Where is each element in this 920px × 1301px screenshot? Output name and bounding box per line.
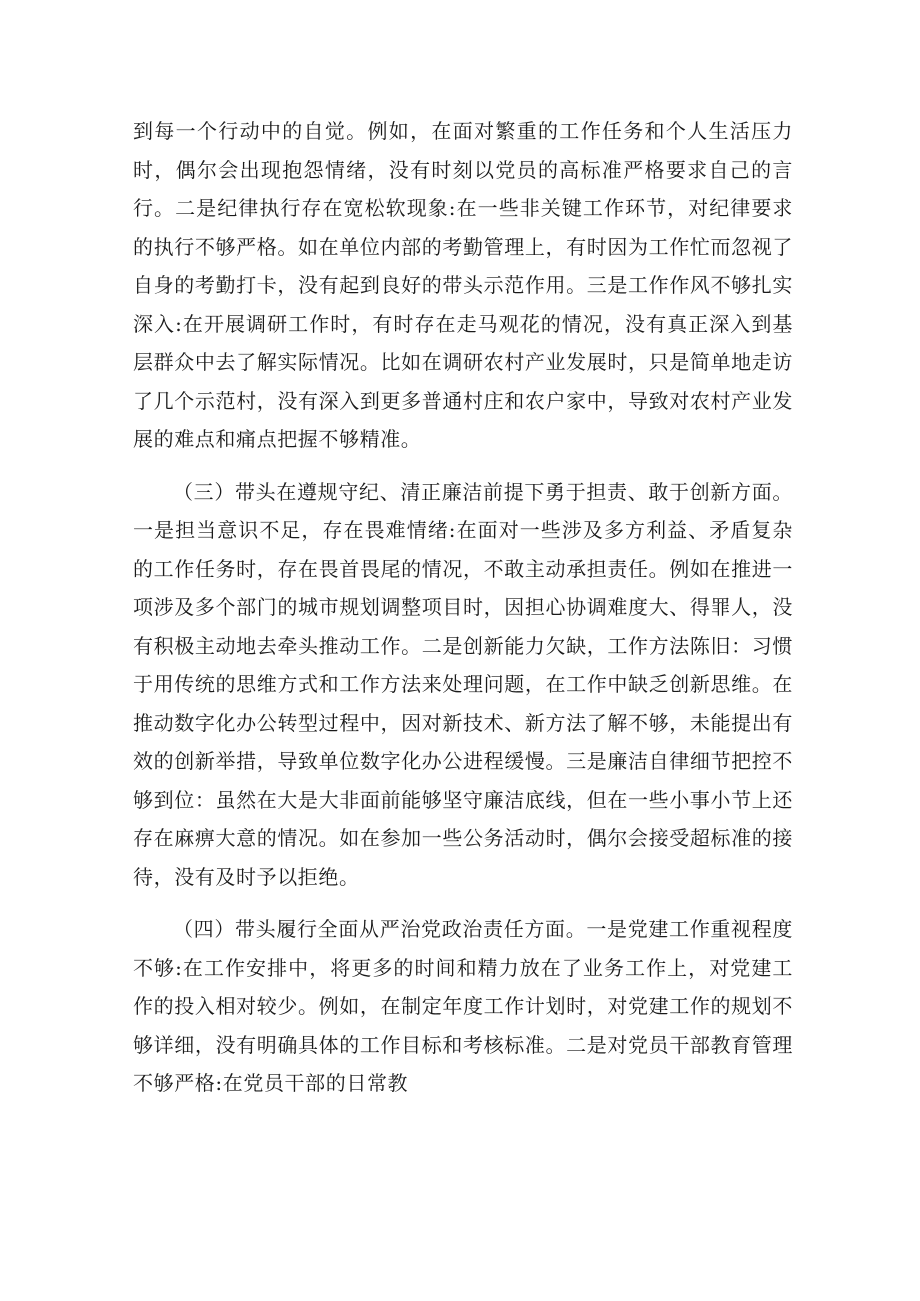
paragraph-continuation: 到每一个行动中的自觉。例如，在面对繁重的工作任务和个人生活压力时，偶尔会出现抱怨情绪，没有时刻以党员的高标准严格要求自己的言行。二是纪律执行存在宽松软现象:在一些非关键工作环节，对纪律要求的执行不够严格。如在单位内部的考勤管理上，有时因为工作忙而忽视了自身的考勤打卡，没有起到良好的带头示范作用。三是工作作风不够扎实深入:在开展调研工作时，有时存在走马观花的情况，没有真正深入到基层群众中去了解实际情况。比如在调研农村产业发展时，只是简单地走访了几个示范村，没有深入到更多普通村庄和农户家中，导致对农村产业发展的难点和痛点把握不够精准。 (133, 119, 794, 451)
document-body (133, 112, 793, 1103)
paragraph-section-four: （四）带头履行全面从严治党政治责任方面。一是党建工作重视程度不够:在工作安排中，将更多的时间和精力放在了业务工作上，对党建工作的投入相对较少。例如，在制定年度工作计划时，对党建工作的规划不够详细，没有明确具体的工作目标和考核标准。二是对党员干部教育管理不够严格:在党员干部的日常教 (133, 917, 794, 1095)
paragraph-section-three: （三）带头在遵规守纪、清正廉洁前提下勇于担责、敢于创新方面。一是担当意识不足，存在畏难情绪:在面对一些涉及多方利益、矛盾复杂的工作任务时，存在畏首畏尾的情况，不敢主动承担责任。例如在推进一项涉及多个部门的城市规划调整项目时，因担心协调难度大、得罪人，没有积极主动地去牵头推动工作。二是创新能力欠缺，工作方法陈旧：习惯于用传统的思维方式和工作方法来处理问题，在工作中缺乏创新思维。在推动数字化办公转型过程中，因对新技术、新方法了解不够，未能提出有效的创新举措，导致单位数字化办公进程缓慢。三是廉洁自律细节把控不够到位：虽然在大是大非面前能够坚守廉洁底线，但在一些小事小节上还存在麻痹大意的情况。如在参加一些公务活动时，偶尔会接受超标准的接待，没有及时予以拒绝。 (133, 479, 793, 889)
